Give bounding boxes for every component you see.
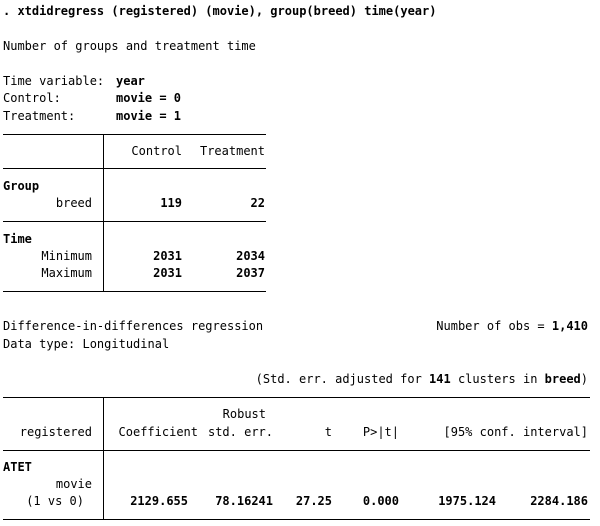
se-note-suffix: ): [580, 372, 588, 386]
table1-top-rule: [3, 134, 266, 135]
table1-col-treatment: Treatment: [199, 144, 265, 158]
minimum-label: Minimum: [41, 249, 92, 263]
time-label: Time: [3, 232, 32, 246]
movie-label: movie: [55, 477, 92, 491]
number-of-obs: [300, 318, 588, 334]
regression-title: Difference-in-differences regression: [3, 319, 264, 333]
table1-col-control: Control: [131, 144, 182, 158]
ci-low-value: 1975.124: [438, 494, 496, 508]
table1-header-rule: [3, 168, 266, 169]
table2-header-rule: [3, 450, 590, 451]
nobs-label: Number of obs =: [436, 319, 552, 333]
time-variable-label: Time variable:: [3, 74, 105, 88]
minimum-control-value: 2031: [153, 249, 182, 263]
robust-label: Robust: [222, 407, 266, 421]
table1-vertical-rule: [103, 134, 104, 291]
table2-top-rule: [3, 397, 590, 398]
std-err-value: 78.16241: [215, 494, 273, 508]
table2-bottom-rule: [3, 519, 590, 520]
p-value: 0.000: [362, 494, 399, 508]
coefficient-value: 2129.655: [130, 494, 188, 508]
control-value: movie = 0: [116, 91, 182, 105]
cluster-variable: breed: [544, 372, 581, 386]
control-label: Control:: [3, 91, 61, 105]
nobs-value: 1,410: [551, 319, 588, 333]
col-t: t: [324, 425, 332, 439]
breed-treatment-value: 22: [250, 196, 265, 210]
se-note-prefix: (Std. err. adjusted for: [255, 372, 430, 386]
treatment-value: movie = 1: [116, 109, 182, 123]
breed-control-value: 119: [160, 196, 182, 210]
col-conf-interval: [95% conf. interval]: [443, 425, 588, 439]
t-value: 27.25: [295, 494, 332, 508]
se-note: [150, 371, 588, 387]
col-coefficient: Coefficient: [118, 425, 198, 439]
command-line: . xtdidregress (registered) (movie), group(breed) time(year): [3, 4, 437, 18]
ci-high-value: 2284.186: [530, 494, 588, 508]
maximum-treatment-value: 2037: [236, 266, 265, 280]
maximum-label: Maximum: [41, 266, 92, 280]
table1-mid-rule: [3, 221, 266, 222]
depvar-label: registered: [19, 425, 92, 439]
groups-heading: Number of groups and treatment time: [3, 39, 256, 53]
breed-label: breed: [55, 196, 92, 210]
data-type: Data type: Longitudinal: [3, 337, 170, 351]
treatment-label: Treatment:: [3, 109, 76, 123]
clusters-count: 141: [429, 372, 451, 386]
table1-bottom-rule: [3, 291, 266, 292]
time-variable-value: year: [116, 74, 145, 88]
group-label: Group: [3, 179, 40, 193]
atet-label: ATET: [3, 460, 32, 474]
col-p-value: P>|t|: [362, 425, 399, 439]
col-std-err: std. err.: [207, 425, 273, 439]
minimum-treatment-value: 2034: [236, 249, 265, 263]
contrast-label: (1 vs 0): [26, 494, 84, 508]
maximum-control-value: 2031: [153, 266, 182, 280]
table2-vertical-rule: [103, 397, 104, 520]
se-note-mid: clusters in: [450, 372, 545, 386]
